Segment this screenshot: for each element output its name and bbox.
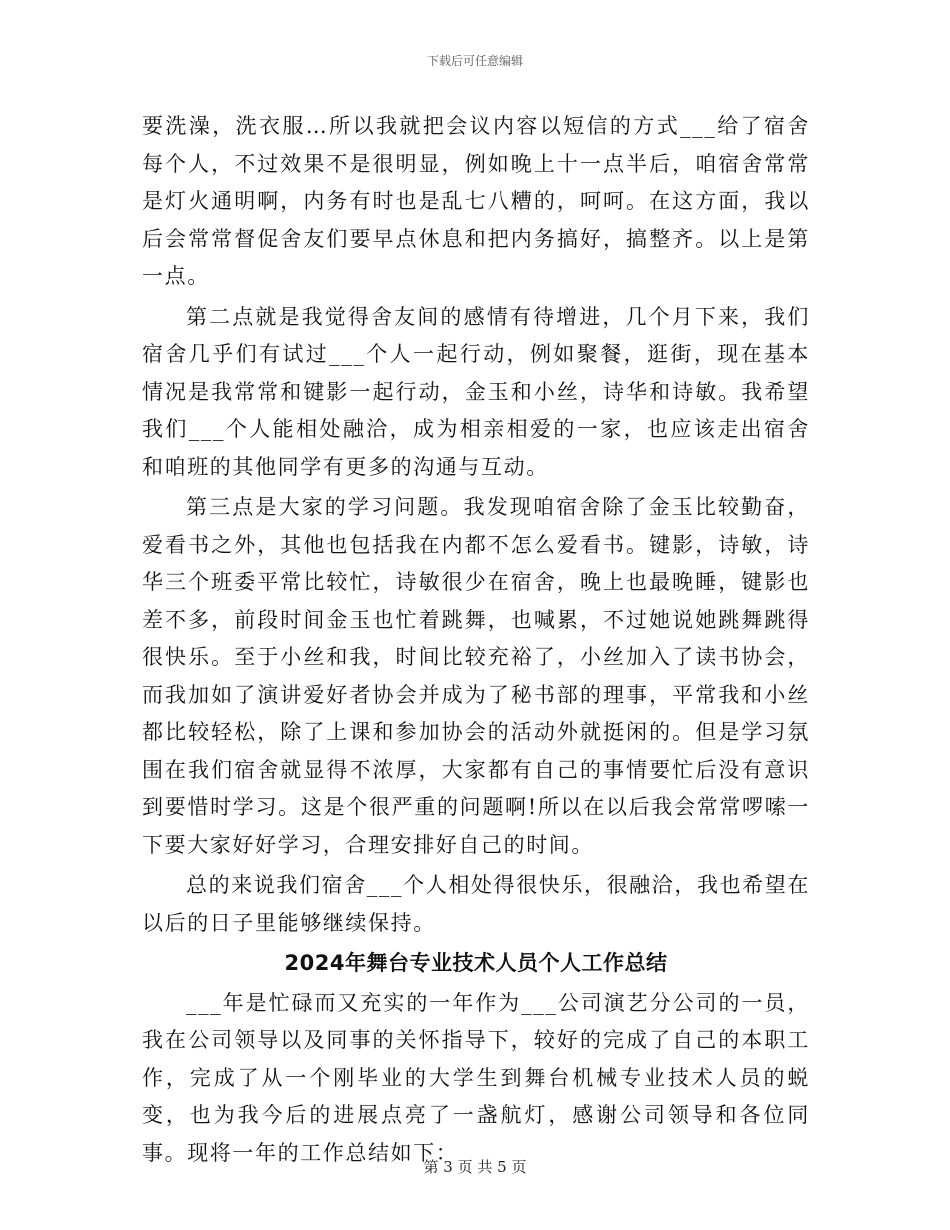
- document-body: [142, 108, 810, 1175]
- paragraph-point-three: 第三点是大家的学习问题。我发现咱宿舍除了金玉比较勤奋，爱看书之外，其他也包括我在内都不怎么爱看书。键影，诗敏，诗华三个班委平常比较忙，诗敏很少在宿舍，晚上也最晚睡，键影也差不多，前段时间金玉也忙着跳舞，也喊累，不过她说她跳舞跳得很快乐。至于小丝和我，时间比较充裕了，小丝加入了读书协会，而我加如了演讲爱好者协会并成为了秘书部的理事，平常我和小丝都比较轻松，除了上课和参加协会的活动外就挺闲的。但是学习氛围在我们宿舍就显得不浓厚，大家都有自己的事情要忙后没有意识到要惜时学习。这是个很严重的问题啊!所以在以后我会常常啰嗦一下要大家好好学习，合理安排好自己的时间。: [142, 495, 810, 857]
- paragraph-conclusion: 总的来说我们宿舍___个人相处得很快乐，很融洽，我也希望在以后的日子里能够继续保持。: [142, 873, 810, 935]
- paragraph-continuation: 要洗澡，洗衣服…所以我就把会议内容以短信的方式___给了宿舍每个人，不过效果不是很明显，例如晚上十一点半后，咱宿舍常常是灯火通明啊，内务有时也是乱七八糟的，呵呵。在这方面，我以后会常常督促舍友们要早点休息和把内务搞好，搞整齐。以上是第一点。: [142, 114, 810, 288]
- page-header: 下载后可任意编辑: [426, 54, 523, 68]
- paragraph-intro: ___年是忙碌而又充实的一年作为___公司演艺分公司的一员，我在公司领导以及同事的关怀指导下，较好的完成了自己的本职工作，完成了从一个刚毕业的大学生到舞台机械专业技术人员的蜕变，也为我今后的进展点亮了一盏航灯，感谢公司领导和各位同事。现将一年的工作总结如下：: [142, 990, 810, 1165]
- page-footer: 第 3 页 共 5 页: [423, 1158, 527, 1176]
- paragraph-point-two: 第二点就是我觉得舍友间的感情有待增进，几个月下来，我们宿舍几乎们有试过___个人一起行动，例如聚餐，逛街，现在基本情况是我常常和键影一起行动，金玉和小丝，诗华和诗敏。我希望我们___个人能相处融洽，成为相亲相爱的一家，也应该走出宿舍和咱班的其他同学有更多的沟通与互动。: [142, 304, 810, 479]
- section-heading: 2024年舞台专业技术人员个人工作总结: [284, 951, 668, 975]
